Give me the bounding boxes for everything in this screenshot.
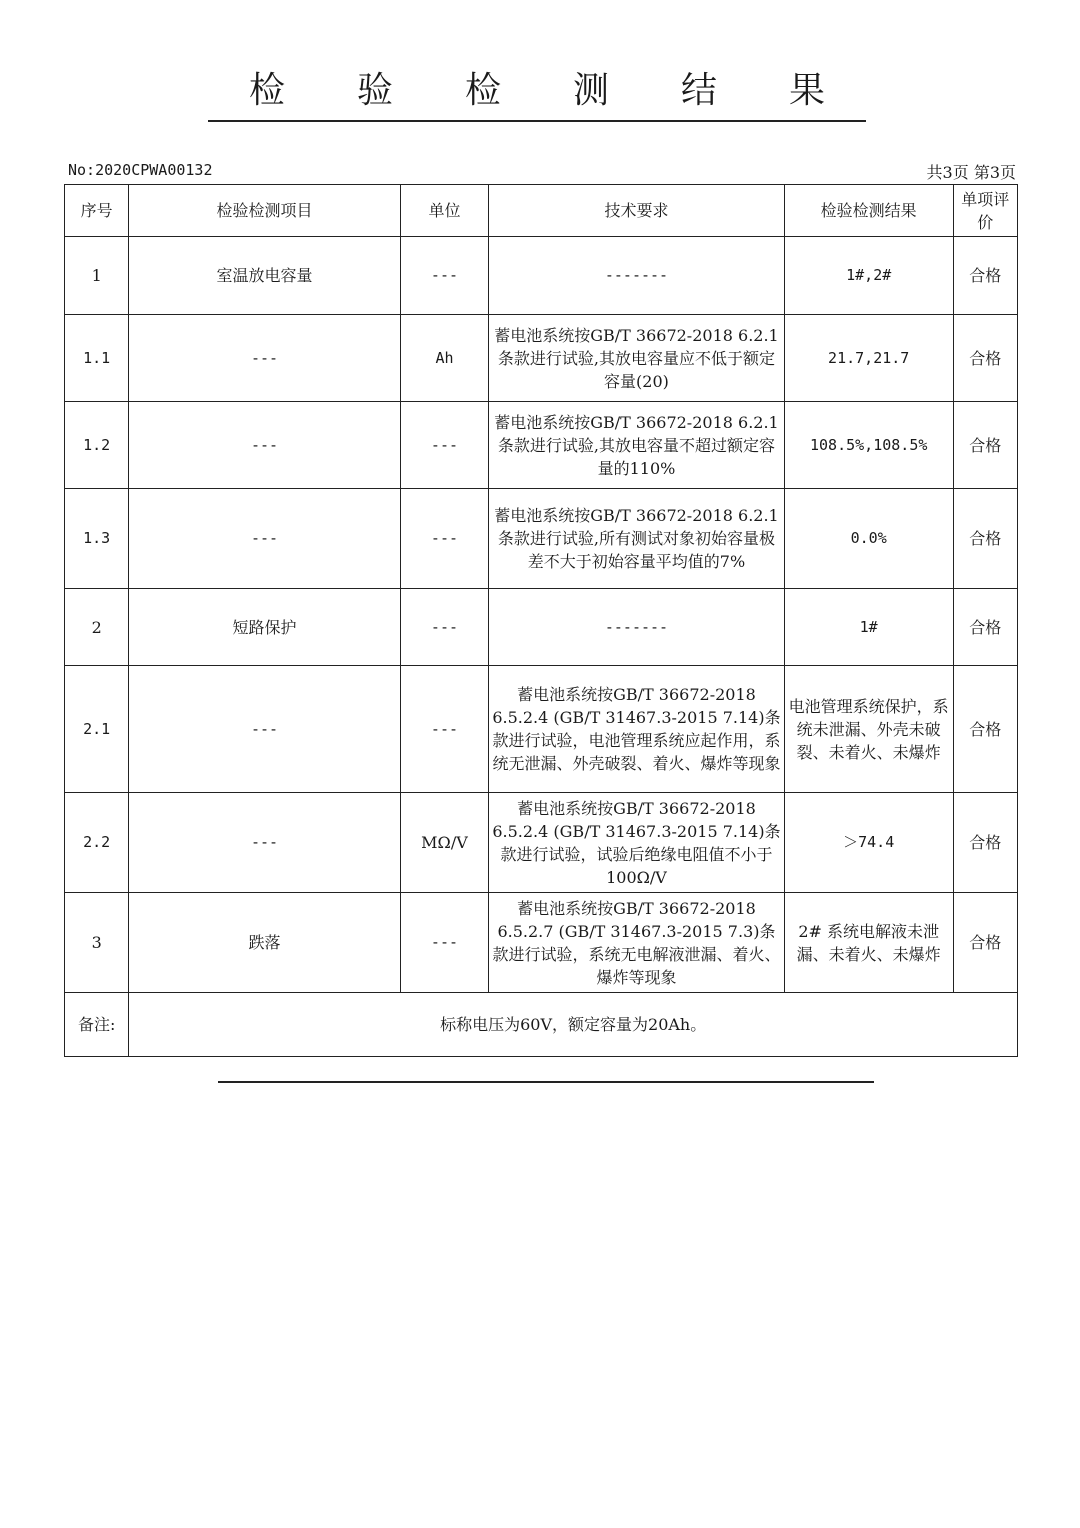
cell-evaluation: 合格 <box>953 589 1017 666</box>
cell-unit: --- <box>400 237 488 315</box>
remarks-label: 备注: <box>65 993 129 1057</box>
cell-evaluation: 合格 <box>953 315 1017 402</box>
cell-evaluation: 合格 <box>953 489 1017 589</box>
cell-evaluation: 合格 <box>953 237 1017 315</box>
table-row <box>65 237 1018 315</box>
cell-evaluation: 合格 <box>953 793 1017 893</box>
cell-unit: --- <box>400 589 488 666</box>
page-info: 共3页 第3页 <box>926 163 1016 182</box>
cell-result: 108.5%,108.5% <box>784 402 953 489</box>
table-row <box>65 402 1018 489</box>
cell-unit: --- <box>400 666 488 793</box>
cell-seq: 2.2 <box>65 793 129 893</box>
table-row <box>65 666 1018 793</box>
header-evaluation: 单项评价 <box>953 185 1017 237</box>
title-underline <box>208 120 866 122</box>
cell-seq: 1 <box>65 237 129 315</box>
cell-unit: --- <box>400 893 488 993</box>
cell-requirement: 蓄电池系统按GB/T 36672-2018 6.5.2.7 (GB/T 31467.3-2015 7.3)条款进行试验，系统无电解液泄漏、着火、爆炸等现象 <box>489 893 785 993</box>
cell-requirement: ------- <box>489 237 785 315</box>
cell-result: 1# <box>784 589 953 666</box>
table-header-row <box>65 185 1018 237</box>
header-result: 检验检测结果 <box>784 185 953 237</box>
cell-unit: --- <box>400 402 488 489</box>
cell-requirement: 蓄电池系统按GB/T 36672-2018 6.2.1条款进行试验,所有测试对象初始容量极差不大于初始容量平均值的7% <box>489 489 785 589</box>
cell-item: 短路保护 <box>129 589 400 666</box>
cell-item: --- <box>129 793 400 893</box>
cell-seq: 1.3 <box>65 489 129 589</box>
report-number: No:2020CPWA00132 <box>68 161 213 179</box>
cell-item: 室温放电容量 <box>129 237 400 315</box>
cell-result: ＞74.4 <box>784 793 953 893</box>
cell-seq: 2.1 <box>65 666 129 793</box>
remarks-row <box>65 993 1018 1057</box>
cell-result: 0.0% <box>784 489 953 589</box>
header-unit: 单位 <box>400 185 488 237</box>
table-row <box>65 489 1018 589</box>
table-row <box>65 893 1018 993</box>
cell-seq: 1.2 <box>65 402 129 489</box>
table-row <box>65 315 1018 402</box>
cell-item: 跌落 <box>129 893 400 993</box>
cell-unit: MΩ/V <box>400 793 488 893</box>
table-row <box>65 589 1018 666</box>
report-title: 检 验 检 测 结 果 <box>248 70 825 111</box>
cell-evaluation: 合格 <box>953 402 1017 489</box>
header-requirement: 技术要求 <box>489 185 785 237</box>
header-seq: 序号 <box>65 185 129 237</box>
cell-seq: 1.1 <box>65 315 129 402</box>
cell-requirement: 蓄电池系统按GB/T 36672-2018 6.5.2.4 (GB/T 31467.3-2015 7.14)条款进行试验，试验后绝缘电阻值不小于100Ω/V <box>489 793 785 893</box>
end-of-report-line <box>218 1081 874 1083</box>
cell-requirement: ------- <box>489 589 785 666</box>
cell-item: --- <box>129 489 400 589</box>
cell-result: 电池管理系统保护，系统未泄漏、外壳未破裂、未着火、未爆炸 <box>784 666 953 793</box>
cell-seq: 3 <box>65 893 129 993</box>
cell-requirement: 蓄电池系统按GB/T 36672-2018 6.2.1条款进行试验,其放电容量应不低于额定容量(20) <box>489 315 785 402</box>
cell-item: --- <box>129 315 400 402</box>
remarks-text: 标称电压为60V，额定容量为20Ah。 <box>129 993 1018 1057</box>
cell-result: 21.7,21.7 <box>784 315 953 402</box>
cell-evaluation: 合格 <box>953 893 1017 993</box>
cell-seq: 2 <box>65 589 129 666</box>
cell-unit: --- <box>400 489 488 589</box>
results-table <box>64 184 1018 1057</box>
cell-result: 2# 系统电解液未泄漏、未着火、未爆炸 <box>784 893 953 993</box>
table-row <box>65 793 1018 893</box>
cell-requirement: 蓄电池系统按GB/T 36672-2018 6.2.1条款进行试验,其放电容量不超过额定容量的110% <box>489 402 785 489</box>
cell-unit: Ah <box>400 315 488 402</box>
cell-item: --- <box>129 666 400 793</box>
cell-result: 1#,2# <box>784 237 953 315</box>
cell-evaluation: 合格 <box>953 666 1017 793</box>
cell-requirement: 蓄电池系统按GB/T 36672-2018 6.5.2.4 (GB/T 31467.3-2015 7.14)条款进行试验，电池管理系统应起作用，系统无泄漏、外壳破裂、着火、爆炸等现象 <box>489 666 785 793</box>
header-item: 检验检测项目 <box>129 185 400 237</box>
cell-item: --- <box>129 402 400 489</box>
